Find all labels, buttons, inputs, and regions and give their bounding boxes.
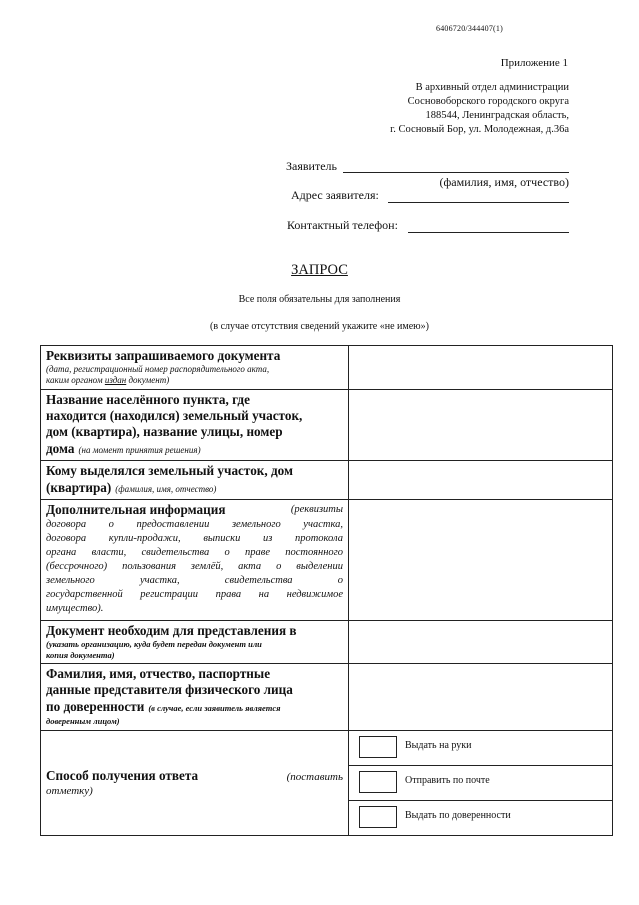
table-row bbox=[41, 346, 613, 390]
table-row bbox=[41, 664, 613, 731]
delivery-option bbox=[349, 766, 612, 801]
table-row bbox=[41, 621, 613, 664]
row-label bbox=[41, 390, 349, 461]
absent-note: (в случае отсутствия сведений укажите «не имею») bbox=[210, 321, 429, 332]
delivery-checkbox-post[interactable] bbox=[359, 771, 397, 793]
row-heading: дома bbox=[46, 441, 75, 456]
row-note: имущество). bbox=[46, 603, 104, 614]
row-heading: данные представителя физического лица bbox=[46, 682, 293, 697]
delivery-method-cell bbox=[349, 731, 613, 836]
row-value-field[interactable] bbox=[349, 621, 613, 664]
row-heading: дом (квартира), название улицы, номер bbox=[46, 424, 283, 439]
applicant-phone-label: Контактный телефон: bbox=[287, 218, 398, 232]
row-label bbox=[41, 731, 349, 836]
row-note: (бессрочного) пользования землёй, акта о выделении bbox=[46, 561, 343, 572]
row-heading: по доверенности bbox=[46, 699, 145, 714]
delivery-checkbox-in-person[interactable] bbox=[359, 736, 397, 758]
applicant-name-label: Заявитель bbox=[286, 159, 337, 173]
row-label bbox=[41, 621, 349, 664]
row-value-field[interactable] bbox=[349, 664, 613, 731]
delivery-option-label: Отправить по почте bbox=[405, 775, 490, 786]
row-note: договора о предоставлении земельного участка, bbox=[46, 519, 343, 530]
row-heading: Фамилия, имя, отчество, паспортные bbox=[46, 666, 271, 681]
page-title: ЗАПРОС bbox=[291, 262, 348, 278]
document-id: 6406720/344407(1) bbox=[436, 24, 503, 33]
row-note-underlined: издан bbox=[104, 375, 127, 385]
addressee-line: 188544, Ленинградская область, bbox=[425, 110, 569, 121]
applicant-phone-row bbox=[287, 218, 398, 233]
row-note: (в случае, если заявитель является bbox=[148, 703, 281, 713]
row-note-part: каким органом bbox=[46, 375, 105, 385]
row-heading: Реквизиты запрашиваемого документа bbox=[46, 348, 281, 363]
row-value-field[interactable] bbox=[349, 461, 613, 500]
row-note-part: документ) bbox=[126, 375, 170, 385]
row-heading: Документ необходим для представления в bbox=[46, 623, 297, 638]
row-note: государственной регистрации права на недвижимое bbox=[46, 589, 343, 600]
addressee-line: В архивный отдел администрации bbox=[415, 82, 569, 93]
required-note: Все поля обязательны для заполнения bbox=[238, 294, 401, 305]
addressee-line: г. Сосновый Бор, ул. Молодежная, д.36а bbox=[390, 124, 569, 135]
row-label bbox=[41, 500, 349, 621]
row-note: (поставить bbox=[286, 770, 343, 783]
applicant-address-row bbox=[291, 188, 379, 203]
appendix-label: Приложение 1 bbox=[500, 57, 568, 69]
row-note: отметку) bbox=[46, 784, 93, 797]
row-note: (реквизиты bbox=[290, 504, 343, 515]
applicant-address-label: Адрес заявителя: bbox=[291, 188, 379, 202]
row-note: копия документа) bbox=[46, 650, 115, 660]
row-value-field[interactable] bbox=[349, 390, 613, 461]
row-label bbox=[41, 461, 349, 500]
row-note: (фамилия, имя, отчество) bbox=[115, 484, 217, 494]
row-label bbox=[41, 346, 349, 390]
row-heading: находится (находился) земельный участок, bbox=[46, 408, 303, 423]
table-row bbox=[41, 461, 613, 500]
row-note: (указать организацию, куда будет передан документ или bbox=[46, 639, 262, 649]
applicant-name-field[interactable] bbox=[343, 159, 569, 173]
row-heading: Дополнительная информация bbox=[46, 502, 226, 517]
row-note bbox=[46, 375, 343, 386]
delivery-checkbox-proxy[interactable] bbox=[359, 806, 397, 828]
table-row bbox=[41, 731, 613, 836]
row-note: органа власти, свидетельства о праве постоянного bbox=[46, 547, 343, 558]
addressee-line: Сосновоборского городского округа bbox=[407, 96, 569, 107]
applicant-name-hint: (фамилия, имя, отчество) bbox=[439, 175, 569, 189]
request-table bbox=[40, 345, 613, 836]
row-heading: Способ получения ответа bbox=[46, 767, 199, 783]
row-value-field[interactable] bbox=[349, 500, 613, 621]
row-note: (дата, регистрационный номер распорядительного акта, bbox=[46, 364, 270, 374]
delivery-option bbox=[349, 731, 612, 766]
table-row bbox=[41, 500, 613, 621]
delivery-option-label: Выдать по доверенности bbox=[405, 810, 511, 821]
table-row bbox=[41, 390, 613, 461]
row-value-field[interactable] bbox=[349, 346, 613, 390]
row-heading: (квартира) bbox=[46, 480, 112, 495]
row-note: доверенным лицом) bbox=[46, 716, 120, 726]
row-heading: Название населённого пункта, где bbox=[46, 392, 250, 407]
applicant-phone-field[interactable] bbox=[408, 218, 569, 233]
row-note: (на момент принятия решения) bbox=[78, 445, 201, 455]
delivery-option bbox=[349, 801, 612, 835]
row-note: договора купли-продажи, выписки из протокола bbox=[46, 533, 343, 544]
delivery-option-label: Выдать на руки bbox=[405, 740, 472, 751]
row-note: земельного участка, свидетельства о bbox=[46, 575, 343, 586]
row-label bbox=[41, 664, 349, 731]
applicant-name-row bbox=[286, 159, 337, 174]
row-heading: Кому выделялся земельный участок, дом bbox=[46, 463, 293, 478]
addressee-block bbox=[390, 81, 569, 137]
applicant-address-field[interactable] bbox=[388, 188, 569, 203]
